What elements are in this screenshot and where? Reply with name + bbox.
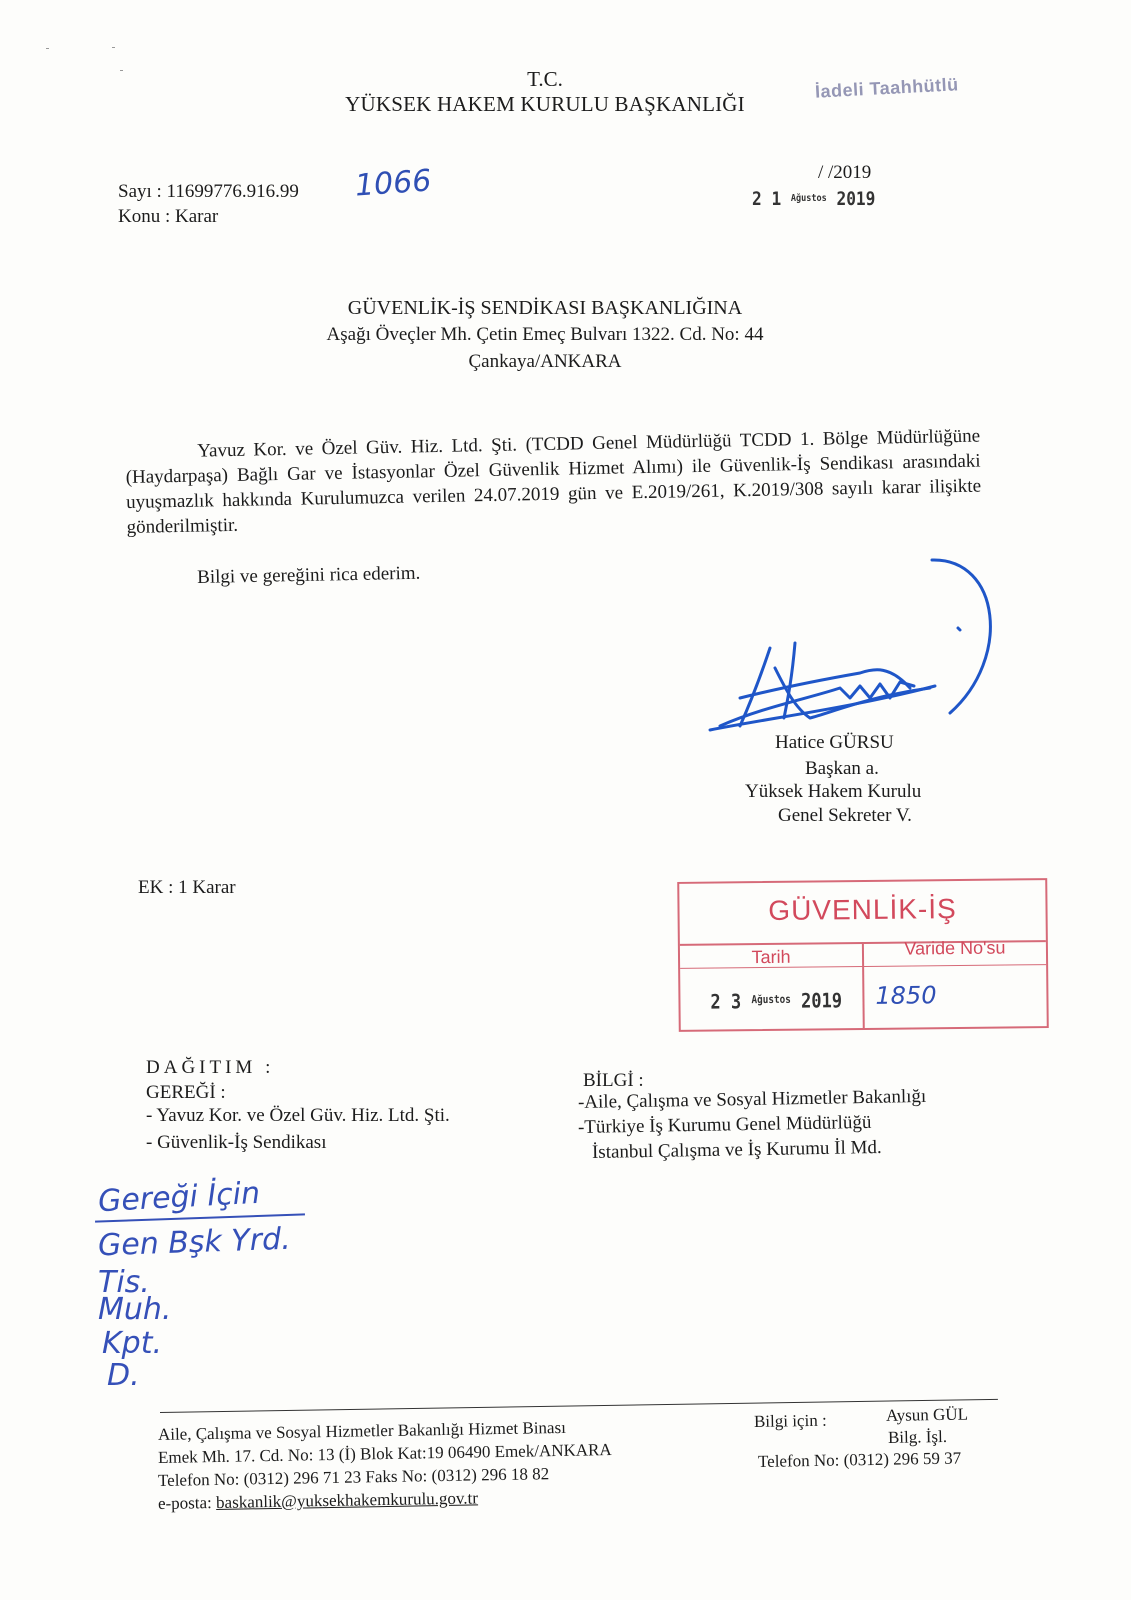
received-date-month: Ağustos bbox=[751, 992, 791, 1007]
date-stamp-day: 2 1 bbox=[752, 188, 782, 210]
date-stamp-month: Ağustos bbox=[790, 193, 827, 204]
header-tc: T.C. bbox=[527, 67, 563, 91]
registered-mail-stamp: İadeli Taahhütlü bbox=[814, 74, 960, 102]
footer-address-2: Emek Mh. 17. Cd. No: 13 (İ) Blok Kat:19 06490 Emek/ANKARA bbox=[157, 1440, 612, 1467]
header-institution: YÜKSEK HAKEM KURULU BAŞKANLIĞI bbox=[345, 92, 745, 116]
attachment-note: EK : 1 Karar bbox=[138, 877, 236, 898]
footer-phone-fax: Telefon No: (0312) 296 71 23 Faks No: (0312) 296 18 82 bbox=[157, 1464, 550, 1490]
received-stamp-date bbox=[710, 988, 842, 1013]
recipient-address-street: Aşağı Öveçler Mh. Çetin Emeç Bulvarı 1322. Cd. No: 44 bbox=[326, 324, 764, 345]
distribution-geregi-item: - Yavuz Kor. ve Özel Güv. Hiz. Ltd. Şti. bbox=[146, 1105, 450, 1126]
recipient-name: GÜVENLİK-İŞ SENDİKASI BAŞKANLIĞINA bbox=[347, 297, 743, 319]
recipient-address-city: Çankaya/ANKARA bbox=[468, 351, 622, 372]
footer-info-title: Bilg. İşl. bbox=[887, 1426, 948, 1447]
signer-name: Hatice GÜRSU bbox=[775, 732, 894, 753]
document-subject: Konu : Karar bbox=[118, 206, 219, 227]
distribution-geregi-item: - Güvenlik-İş Sendikası bbox=[146, 1132, 327, 1153]
handwritten-note: Tis. bbox=[98, 1265, 150, 1300]
received-stamp bbox=[677, 878, 1049, 1032]
received-stamp-no-label: Varide No'su bbox=[904, 937, 1006, 959]
received-date-year: 2019 bbox=[800, 988, 843, 1013]
signer-title-3: Genel Sekreter V. bbox=[778, 805, 912, 826]
footer-email-line bbox=[158, 1488, 478, 1514]
received-date-day: 2 3 bbox=[710, 989, 742, 1014]
handwritten-signature bbox=[700, 548, 1020, 738]
document-number: Sayı : 11699776.916.99 bbox=[118, 181, 299, 202]
distribution-bilgi-item: -Türkiye İş Kurumu Genel Müdürlüğü bbox=[577, 1111, 872, 1138]
scan-speck bbox=[112, 47, 115, 48]
handwritten-note: D. bbox=[107, 1358, 140, 1393]
distribution-bilgi-item: -Aile, Çalışma ve Sosyal Hizmetler Bakanlığı bbox=[577, 1085, 927, 1113]
body-paragraph: Yavuz Kor. ve Özel Güv. Hiz. Ltd. Şti. (TCDD Genel Müdürlüğü TCDD 1. Bölge Müdürlüğüne (Haydarpaşa) Bağlı Gar ve İstasyonlar Özel Güvenlik Hizmet Alımı) ile Güvenlik-İş Sendikası arasındaki uyuşmazlık hakkında Kurulumuzca verilen 24.07.2019 gün ve E.2019/261, K.2019/308 sayılı karar ilişikte gönderilmiştir. bbox=[125, 425, 982, 538]
received-stamp-number: 1850 bbox=[875, 981, 937, 1010]
handwritten-number: 1066 bbox=[353, 163, 433, 204]
received-stamp-org: GÜVENLİK-İŞ bbox=[768, 893, 957, 926]
scan-speck bbox=[46, 48, 49, 49]
footer-divider bbox=[160, 1399, 998, 1413]
date-stamp bbox=[752, 188, 875, 210]
received-stamp-date-label: Tarih bbox=[751, 946, 791, 968]
handwritten-note: Kpt. bbox=[102, 1326, 163, 1361]
footer-email-link[interactable]: baskanlik@yuksekhakemkurulu.gov.tr bbox=[215, 1488, 479, 1512]
distribution-title: DAĞITIM : bbox=[146, 1057, 275, 1078]
signer-title-1: Başkan a. bbox=[805, 758, 879, 779]
handwritten-note: Gereği İçin bbox=[97, 1175, 261, 1220]
distribution-bilgi-item: İstanbul Çalışma ve İş Kurumu İl Md. bbox=[591, 1136, 882, 1163]
handwritten-note: Muh. bbox=[98, 1292, 172, 1327]
distribution-geregi-label: GEREĞİ : bbox=[146, 1082, 226, 1103]
footer-email-label: e-posta: bbox=[157, 1492, 217, 1513]
signer-title-2: Yüksek Hakem Kurulu bbox=[745, 781, 922, 802]
footer-address-1: Aile, Çalışma ve Sosyal Hizmetler Bakanlığı Hizmet Binası bbox=[157, 1417, 567, 1444]
date-stamp-year: 2019 bbox=[836, 188, 876, 210]
footer-info-phone: Telefon No: (0312) 296 59 37 bbox=[757, 1448, 962, 1471]
body-closing: Bilgi ve gereğini rica ederim. bbox=[196, 562, 421, 588]
footer-info-label: Bilgi için : bbox=[753, 1410, 827, 1431]
handwritten-note: Gen Bşk Yrd. bbox=[97, 1221, 292, 1264]
distribution-bilgi-label: BİLGİ : bbox=[583, 1070, 644, 1091]
footer-info-name: Aysun GÜL bbox=[885, 1404, 969, 1425]
date-template: / /2019 bbox=[818, 162, 872, 183]
